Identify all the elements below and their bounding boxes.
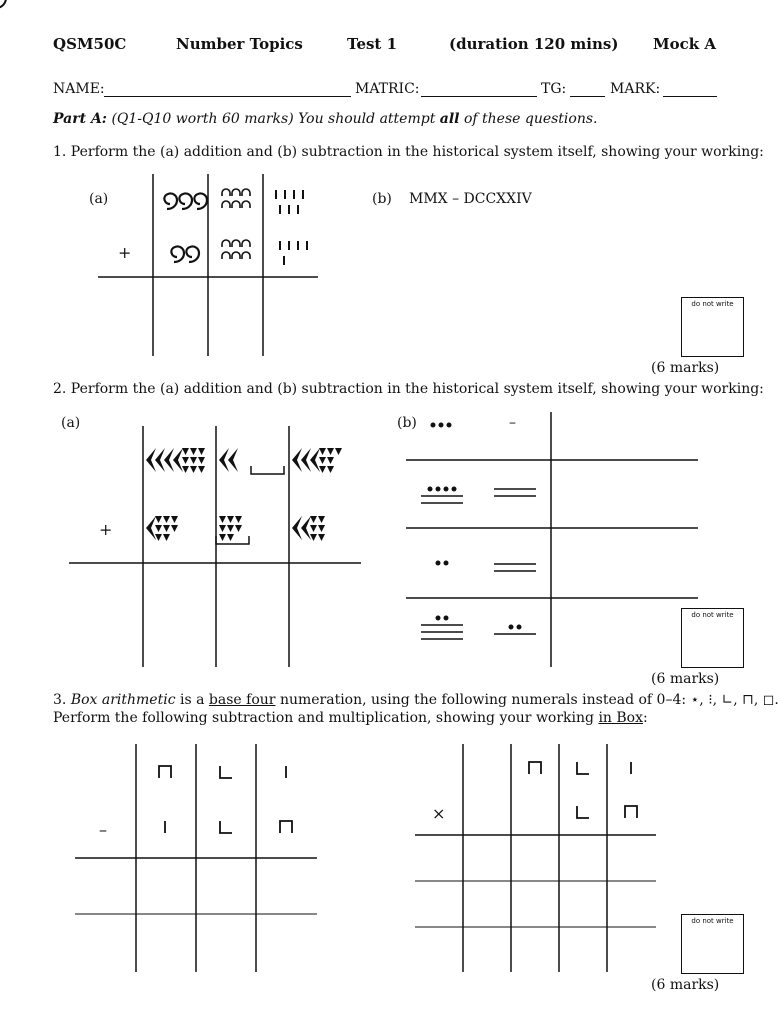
unit-wedge-icon — [163, 525, 170, 532]
coil-hundred-icon — [179, 193, 192, 209]
unit-wedge-icon — [190, 466, 197, 473]
box-two-icon — [220, 766, 232, 778]
heel-bone-ten-icon — [222, 201, 230, 208]
tens-wedge-icon — [146, 516, 156, 540]
unit-wedge-icon — [182, 448, 189, 455]
coil-hundred-icon — [194, 193, 207, 209]
box-three-icon — [625, 806, 637, 818]
unit-wedge-icon — [318, 525, 325, 532]
tg-label: TG: — [541, 81, 567, 97]
mayan-dot-icon — [444, 561, 449, 566]
egyptian-coils — [164, 193, 207, 262]
part-a-title: Part A: — [53, 111, 107, 127]
unit-wedge-icon — [335, 448, 342, 455]
q3-base-four: base four — [208, 692, 276, 708]
mayan-dot-icon — [428, 487, 433, 492]
mock-version: Mock A — [653, 35, 716, 53]
tens-wedge-icon — [301, 448, 311, 472]
q3-intro: 3. Box arithmetic is a base four numeration, using the following numerals instead of 0–4: ⋆, ⁝, ∟, ⊓, ◻. — [53, 692, 779, 708]
unit-wedge-icon — [235, 516, 242, 523]
mayan-dot-icon — [436, 561, 441, 566]
tens-wedge-icon — [228, 448, 238, 472]
tens-wedge-icon — [155, 448, 165, 472]
mayan-dot-icon — [452, 487, 457, 492]
heel-bone-ten-icon — [232, 189, 240, 196]
unit-wedge-icon — [190, 457, 197, 464]
mayan-dot-icon — [436, 616, 441, 621]
do-not-write-box: do not write — [681, 608, 744, 668]
unit-wedge-icon — [190, 448, 197, 455]
tens-wedge-icon — [292, 448, 302, 472]
q1-b-label: (b) — [372, 191, 392, 207]
unit-wedge-icon — [171, 525, 178, 532]
do-not-write-box: do not write — [681, 297, 744, 357]
q3-minus: – — [99, 820, 107, 839]
unit-wedge-icon — [155, 516, 162, 523]
coil-hundred-icon — [164, 193, 177, 209]
heel-bone-ten-icon — [222, 189, 230, 196]
q2-marks: (6 marks) — [651, 671, 720, 687]
q2-text: 2. Perform the (a) addition and (b) subtraction in the historical system itself, showing your working: — [53, 381, 764, 397]
q3-marks: (6 marks) — [651, 977, 720, 993]
q2-b-label: (b) — [397, 415, 417, 431]
q1-marks: (6 marks) — [651, 360, 720, 376]
unit-wedge-icon — [219, 525, 226, 532]
unit-wedge-icon — [227, 516, 234, 523]
heel-bone-ten-icon — [222, 252, 230, 259]
unit-wedge-icon — [163, 516, 170, 523]
unit-wedge-icon — [163, 534, 170, 541]
unit-wedge-icon — [219, 516, 226, 523]
unit-wedge-icon — [319, 466, 326, 473]
unit-wedge-icon — [327, 457, 334, 464]
q3-numerals: ⋆, ⁝, ∟, ⊓, ◻. — [690, 692, 779, 708]
mayan-dot-icon — [431, 423, 436, 428]
matric-label: MATRIC: — [355, 81, 420, 97]
unit-wedge-icon — [171, 516, 178, 523]
tens-wedge-icon — [310, 448, 320, 472]
q1-a-label: (a) — [89, 191, 109, 207]
box-three-icon — [529, 762, 541, 774]
unit-wedge-icon — [235, 525, 242, 532]
heel-bone-ten-icon — [242, 201, 250, 208]
box-three-icon — [159, 766, 171, 778]
unit-wedge-icon — [319, 448, 326, 455]
mayan-dot-icon — [436, 487, 441, 492]
unit-wedge-icon — [155, 525, 162, 532]
tens-wedge-icon — [292, 516, 302, 540]
q3-in-box: in Box — [598, 710, 644, 726]
unit-wedge-icon — [198, 457, 205, 464]
q3-box-arithmetic: Box arithmetic — [70, 692, 176, 708]
unit-wedge-icon — [227, 525, 234, 532]
unit-wedge-icon — [182, 466, 189, 473]
heel-bone-ten-icon — [222, 240, 230, 247]
mayan-dot-icon — [444, 616, 449, 621]
test-number: Test 1 — [347, 35, 398, 53]
tens-wedge-icon — [146, 448, 156, 472]
q1-plus: + — [118, 243, 132, 262]
unit-wedge-icon — [182, 457, 189, 464]
heel-bone-ten-icon — [232, 252, 240, 259]
box-two-icon — [220, 821, 232, 833]
unit-wedge-icon — [219, 534, 226, 541]
heel-bone-ten-icon — [242, 189, 250, 196]
unit-wedge-icon — [310, 516, 317, 523]
box-two-icon — [577, 762, 589, 774]
q2-plus: + — [99, 520, 113, 539]
unit-wedge-icon — [227, 534, 234, 541]
q3-line2: Perform the following subtraction and multiplication, showing your working in Box: — [53, 710, 648, 726]
unit-wedge-icon — [318, 516, 325, 523]
egyptian-hundreds-top — [0, 0, 6, 8]
heel-bone-ten-icon — [242, 240, 250, 247]
course-code: QSM50C — [53, 35, 127, 53]
unit-wedge-icon — [327, 448, 334, 455]
duration: (duration 120 mins) — [449, 35, 619, 53]
heel-bone-ten-icon — [232, 240, 240, 247]
mayan-dot-icon — [517, 625, 522, 630]
q1-text: 1. Perform the (a) addition and (b) subtraction in the historical system itself, showing your working: — [53, 144, 764, 160]
tens-wedge-icon — [173, 448, 183, 472]
part-a-desc-end: of these questions. — [463, 111, 598, 127]
box-two-icon — [577, 806, 589, 818]
mayan-dot-icon — [447, 423, 452, 428]
mayan-dot-icon — [509, 625, 514, 630]
q2-a-label: (a) — [61, 415, 81, 431]
unit-wedge-icon — [198, 466, 205, 473]
unit-wedge-icon — [198, 448, 205, 455]
q3-times: × — [432, 804, 446, 823]
part-a-desc: (Q1-Q10 worth 60 marks) You should attempt — [111, 111, 436, 127]
unit-wedge-icon — [310, 525, 317, 532]
heel-bone-ten-icon — [232, 201, 240, 208]
unit-wedge-icon — [318, 534, 325, 541]
name-label: NAME: — [53, 81, 105, 97]
box-three-icon — [280, 821, 292, 833]
unit-wedge-icon — [327, 466, 334, 473]
heel-bone-ten-icon — [242, 252, 250, 259]
mark-label: MARK: — [610, 81, 661, 97]
tens-wedge-icon — [301, 516, 311, 540]
roman-problem: MMX – DCCXXIV — [409, 191, 532, 207]
unit-wedge-icon — [310, 534, 317, 541]
subject: Number Topics — [176, 35, 303, 53]
q2-minus: – — [509, 415, 516, 431]
part-a-all: all — [439, 111, 460, 127]
coil-hundred-icon — [186, 246, 199, 262]
unit-wedge-icon — [319, 457, 326, 464]
tens-wedge-icon — [219, 448, 229, 472]
mayan-dot-icon — [439, 423, 444, 428]
mayan-dot-icon — [444, 487, 449, 492]
coil-hundred-icon — [171, 246, 184, 262]
unit-wedge-icon — [155, 534, 162, 541]
do-not-write-box: do not write — [681, 914, 744, 974]
tens-wedge-icon — [164, 448, 174, 472]
